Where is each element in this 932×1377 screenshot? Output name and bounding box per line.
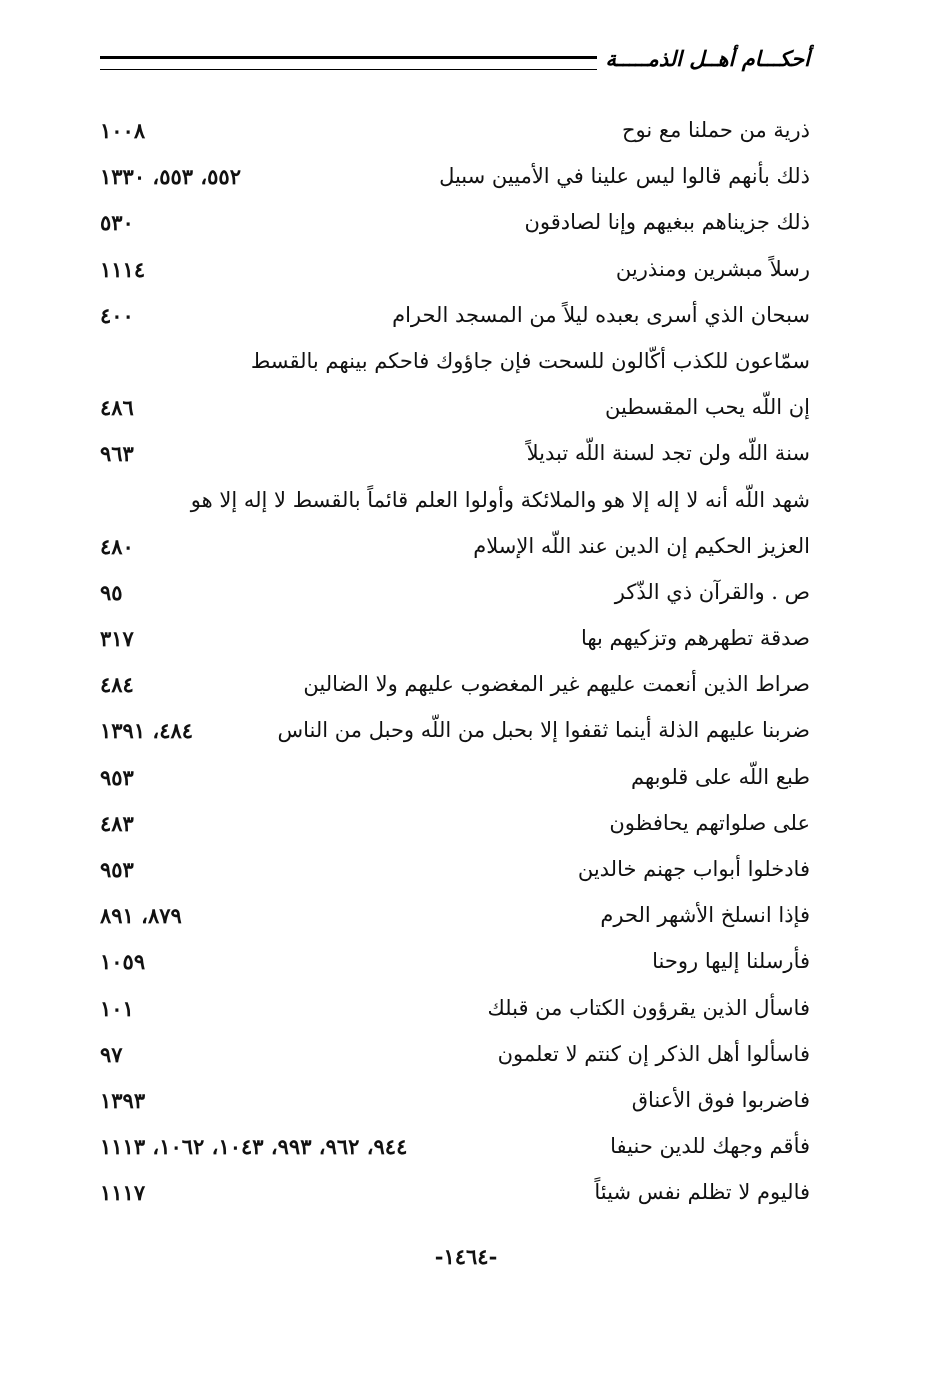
index-entry	[100, 572, 810, 618]
verse-text: ذلك جزيناهم ببغيهم وإنا لصادقون	[524, 210, 810, 235]
page-refs: ٥٣٠	[100, 210, 134, 236]
page-refs: ١٠١	[100, 995, 134, 1021]
verse-text: فاليوم لا تظلم نفس شيئاً	[594, 1180, 810, 1205]
verse-text: ص . والقرآن ذي الذّكر	[614, 579, 810, 604]
page-refs: ٤٨٤	[100, 672, 134, 698]
index-entry	[100, 895, 810, 941]
verse-text: فادخلوا أبواب جهنم خالدين	[577, 857, 810, 881]
index-entry	[100, 803, 810, 849]
index-entry	[100, 1172, 810, 1218]
index-entry	[100, 1080, 810, 1126]
verse-text: سنة اللّه ولن تجد لسنة اللّه تبديلاً	[526, 441, 810, 466]
verse-text: رسلاً مبشرين ومنذرين	[615, 256, 810, 281]
verse-text: فإذا انسلخ الأشهر الحرم	[600, 903, 810, 928]
page-refs: ٩٥	[100, 579, 123, 605]
verse-text: فاسأل الذين يقرؤون الكتاب من قبلك	[487, 995, 810, 1020]
page-refs: ٣١٧	[100, 626, 134, 652]
verse-text: سبحان الذي أسرى بعبده ليلاً من المسجد الحرام	[392, 302, 810, 327]
index-entry	[100, 249, 810, 295]
verse-text: صدقة تطهرهم وتزكيهم بها	[580, 626, 810, 651]
page-refs: ٤٨٤، ١٣٩١	[100, 718, 194, 744]
verse-text: فأرسلنا إليها روحنا	[652, 949, 810, 974]
page-refs: ٩٥٣	[100, 857, 134, 882]
verse-text: ذرية من حملنا مع نوح	[621, 118, 810, 142]
page-refs: ٩٧	[100, 1041, 123, 1067]
index-entry	[100, 618, 810, 664]
header-title: أحكـــام أهــل الذمـــــة	[605, 47, 810, 71]
page-refs: ٩٦٣	[100, 441, 134, 467]
index-entry	[100, 387, 810, 433]
page-refs: ٨٧٩، ٨٩١	[100, 903, 182, 929]
index-list	[100, 110, 810, 1219]
page-refs: ١١١٤	[100, 256, 146, 282]
page-refs: ١٠٥٩	[100, 949, 146, 975]
index-entry	[100, 156, 810, 202]
index-entry	[100, 664, 810, 710]
index-entry	[100, 1126, 810, 1172]
verse-text: صراط الذين أنعمت عليهم غير المغضوب عليهم ولا الضالين	[303, 672, 810, 697]
index-entry	[100, 480, 810, 526]
page-refs: ٤٠٠	[100, 302, 134, 328]
verse-text: إن اللّه يحب المقسطين	[604, 395, 810, 420]
verse-text: على صلواتهم يحافظون	[609, 810, 810, 835]
index-entry	[100, 757, 810, 803]
index-entry	[100, 526, 810, 572]
page-refs: ١١١٧	[100, 1180, 146, 1206]
verse-text: سمّاعون للكذب أكّالون للسحت فإن جاؤوك فاحكم بينهم بالقسط	[250, 348, 810, 373]
running-header	[100, 44, 810, 74]
index-entry	[100, 433, 810, 479]
page-refs: ١٣٩٣	[100, 1087, 146, 1113]
page-refs: ٤٨٣	[100, 810, 134, 836]
page-refs: ٤٨٠	[100, 533, 134, 559]
page-refs: ٩٥٣	[100, 764, 134, 790]
header-rule	[100, 56, 597, 70]
verse-text: ضربنا عليهم الذلة أينما ثقفوا إلا بحبل من اللّه وحبل من الناس	[277, 718, 810, 743]
verse-text: العزيز الحكيم إن الدين عند اللّه الإسلام	[473, 533, 810, 558]
page-refs: ٥٥٢، ٥٥٣، ١٣٣٠	[100, 164, 241, 190]
verse-text: فاسألوا أهل الذكر إن كنتم لا تعلمون	[497, 1041, 810, 1066]
page-refs: ٤٨٦	[100, 395, 134, 421]
index-entry	[100, 110, 810, 156]
verse-text: ذلك بأنهم قالوا ليس علينا في الأميين سبيل	[439, 164, 810, 189]
verse-text: طبع اللّه على قلوبهم	[630, 764, 810, 789]
verse-text: شهد اللّه أنه لا إله إلا هو والملائكة وأولوا العلم قائماً بالقسط لا إله إلا هو	[190, 487, 810, 512]
index-entry	[100, 202, 810, 248]
page-number: -١٤٦٤-	[434, 1244, 498, 1269]
index-entry	[100, 849, 810, 895]
index-entry	[100, 941, 810, 987]
index-entry	[100, 295, 810, 341]
page-refs: ٩٤٤، ٩٦٢، ٩٩٣، ١٠٤٣، ١٠٦٢، ١١١٣	[100, 1134, 408, 1160]
index-entry	[100, 710, 810, 756]
index-entry	[100, 341, 810, 387]
verse-text: فأقم وجهك للدين حنيفا	[610, 1134, 810, 1159]
page-refs: ١٠٠٨	[100, 118, 146, 143]
index-entry	[100, 1034, 810, 1080]
index-entry	[100, 988, 810, 1034]
verse-text: فاضربوا فوق الأعناق	[631, 1087, 810, 1112]
